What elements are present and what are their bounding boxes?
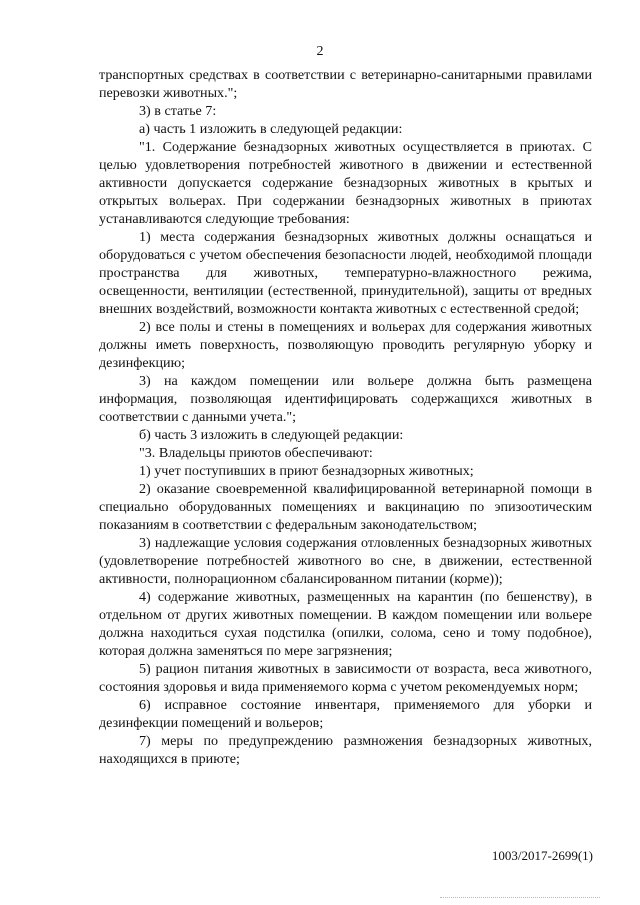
scan-edge-divider xyxy=(440,897,600,898)
page-number: 2 xyxy=(316,44,324,59)
paragraph-part-1-text: "1. Содержание безнадзорных животных осуществляется в приютах. С целью удовлетворения потребностей животного в движении и естественной активности допускается содержание безнадзорных животных в крытых и открытых вольерах. При содержании безнадзорных животных в приютах устанавливаются следующие требования: xyxy=(99,139,592,227)
paragraph-article-7: 3) в статье 7: xyxy=(139,103,217,119)
paragraph-duty-6: 6) исправное состояние инвентаря, применяемого для уборки и дезинфекции помещений и вольеров; xyxy=(99,697,592,731)
paragraph-continuation: транспортных средствах в соответствии с ветеринарно-санитарными правилами перевозки животных."; xyxy=(99,67,592,101)
document-body xyxy=(99,66,592,768)
paragraph-part-3-text: "3. Владельцы приютов обеспечивают: xyxy=(139,445,373,461)
paragraph-duty-4: 4) содержание животных, размещенных на карантин (по бешенству), в отдельном от других животных помещении. В каждом помещении или вольере должна находиться сухая подстилка (опилки, солома, сено и тому подобное), которая должна заменяться по мере загрязнения; xyxy=(99,589,592,659)
paragraph-duty-2: 2) оказание своевременной квалифицированной ветеринарной помощи в специально оборудованных помещениях и вакцинацию по эпизоотическим показаниям в соответствии с федеральным законодательством; xyxy=(99,481,592,533)
paragraph-part-3-heading: б) часть 3 изложить в следующей редакции: xyxy=(139,427,404,443)
paragraph-requirement-3: 3) на каждом помещении или вольере должна быть размещена информация, позволяющая идентифицировать содержащихся животных в соответствии с данными учета."; xyxy=(99,373,592,425)
paragraph-requirement-1: 1) места содержания безнадзорных животных должны оснащаться и оборудоваться с учетом обеспечения безопасности людей, необходимой площади пространства для животных, температурно-влажностного режима, освещенности, вентиляции (естественной, принудительной), защиты от вредных внешних воздействий, возможности контакта животных с естественной средой; xyxy=(99,229,592,317)
paragraph-duty-3: 3) надлежащие условия содержания отловленных безнадзорных животных (удовлетворение потребностей животного во сне, в движении, естественной активности, полнорационном сбалансированном питании (корме)); xyxy=(99,535,592,587)
paragraph-duty-7: 7) меры по предупреждению размножения безнадзорных животных, находящихся в приюте; xyxy=(99,733,592,767)
paragraph-requirement-2: 2) все полы и стены в помещениях и вольерах для содержания животных должны иметь поверхность, позволяющую проводить регулярную уборку и дезинфекцию; xyxy=(99,319,592,371)
document-code: 1003/2017-2699(1) xyxy=(491,848,593,863)
paragraph-duty-5: 5) рацион питания животных в зависимости от возраста, веса животного, состояния здоровья и вида применяемого корма с учетом рекомендуемых норм; xyxy=(99,661,592,695)
paragraph-part-1-heading: а) часть 1 изложить в следующей редакции: xyxy=(139,121,403,137)
paragraph-duty-1: 1) учет поступивших в приют безнадзорных животных; xyxy=(139,463,474,479)
